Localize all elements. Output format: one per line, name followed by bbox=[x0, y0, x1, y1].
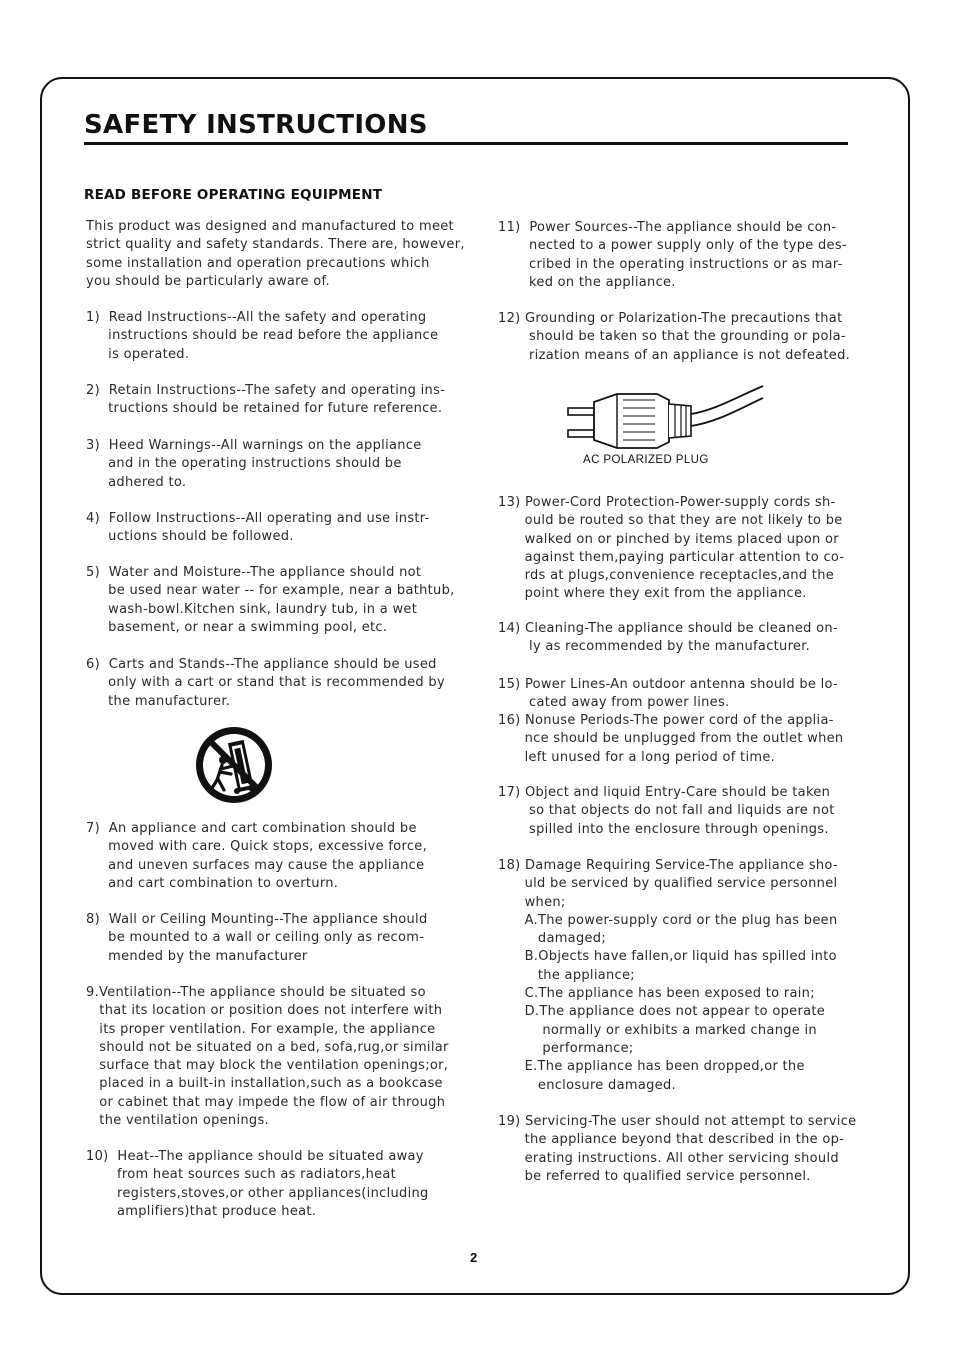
text-line: C.The appliance has been exposed to rain; bbox=[498, 986, 815, 1002]
text-line: normally or exhibits a marked change in bbox=[498, 1022, 817, 1038]
text-line: nce should be unplugged from the outlet when bbox=[498, 731, 844, 747]
section-subtitle: READ BEFORE OPERATING EQUIPMENT bbox=[84, 187, 383, 203]
instruction-8 bbox=[86, 911, 428, 966]
text-line: and uneven surfaces may cause the appliance bbox=[86, 857, 425, 873]
text-line: enclosure damaged. bbox=[498, 1077, 676, 1093]
page-title: SAFETY INSTRUCTIONS bbox=[84, 110, 428, 140]
text-line: moved with care. Quick stops, excessive force, bbox=[86, 839, 428, 855]
text-line: 3) Heed Warnings--All warnings on the appliance bbox=[86, 438, 422, 453]
text-line: ked on the appliance. bbox=[498, 274, 676, 290]
text-line: and in the operating instructions should be bbox=[86, 456, 402, 472]
text-line: 16) Nonuse Periods-The power cord of the applia- bbox=[498, 713, 834, 728]
text-line: erating instructions. All other servicing should bbox=[498, 1150, 839, 1166]
text-line: the appliance; bbox=[498, 967, 635, 983]
text-line: you should be particularly aware of. bbox=[86, 273, 330, 289]
text-line: ould be routed so that they are not likely to be bbox=[498, 513, 843, 529]
text-line: should not be situated on a bed, sofa,rug,or similar bbox=[86, 1039, 449, 1055]
instruction-3 bbox=[86, 437, 422, 492]
text-line: 18) Damage Requiring Service-The appliance sho- bbox=[498, 858, 838, 873]
text-line: 10) Heat--The appliance should be situated away bbox=[86, 1149, 424, 1164]
instruction-7 bbox=[86, 820, 427, 893]
text-line: should be taken so that the grounding or pola- bbox=[498, 329, 846, 345]
text-line: amplifiers)that produce heat. bbox=[86, 1203, 317, 1219]
instruction-4 bbox=[86, 510, 430, 547]
text-line: damaged; bbox=[498, 931, 607, 947]
instruction-13 bbox=[498, 494, 844, 604]
text-line: 17) Object and liquid Entry-Care should be taken bbox=[498, 785, 831, 800]
text-line: the ventilation openings. bbox=[86, 1113, 269, 1129]
text-line: registers,stoves,or other appliances(including bbox=[86, 1185, 429, 1201]
instruction-11 bbox=[498, 219, 847, 292]
instruction-17 bbox=[498, 784, 835, 839]
text-line: 14) Cleaning-The appliance should be cleaned on- bbox=[498, 621, 838, 636]
text-line: or cabinet that may impede the flow of air through bbox=[86, 1094, 446, 1110]
text-line: A.The power-supply cord or the plug has been bbox=[498, 912, 838, 928]
text-line: cated away from power lines. bbox=[498, 695, 730, 711]
text-line: 6) Carts and Stands--The appliance should be used bbox=[86, 657, 437, 672]
text-line: 1) Read Instructions--All the safety and operating bbox=[86, 310, 427, 325]
text-line: be mounted to a wall or ceiling only as recom- bbox=[86, 930, 425, 946]
text-line: and cart combination to overturn. bbox=[86, 875, 339, 891]
text-line: 7) An appliance and cart combination should be bbox=[86, 821, 417, 836]
title-underline bbox=[84, 142, 848, 145]
text-line: 12) Grounding or Polarization-The precautions that bbox=[498, 311, 843, 326]
text-line: D.The appliance does not appear to operate bbox=[498, 1004, 826, 1020]
text-line: tructions should be retained for future reference. bbox=[86, 401, 443, 417]
text-line: wash-bowl.Kitchen sink, laundry tub, in a wet bbox=[86, 601, 418, 617]
text-line: performance; bbox=[498, 1040, 634, 1056]
text-line: against them,paying particular attention to co- bbox=[498, 549, 845, 565]
text-line: spilled into the enclosure through openings. bbox=[498, 821, 829, 837]
instruction-5 bbox=[86, 564, 455, 637]
text-line: 5) Water and Moisture--The appliance should not bbox=[86, 565, 422, 580]
text-line: strict quality and safety standards. There are, however, bbox=[86, 237, 465, 253]
text-line: instructions should be read before the appliance bbox=[86, 328, 439, 344]
text-line: 15) Power Lines-An outdoor antenna should be lo- bbox=[498, 677, 839, 692]
text-line: 8) Wall or Ceiling Mounting--The appliance should bbox=[86, 912, 428, 927]
text-line: 19) Servicing-The user should not attempt to service bbox=[498, 1114, 857, 1129]
text-line: B.Objects have fallen,or liquid has spilled into bbox=[498, 949, 837, 965]
instruction-9 bbox=[86, 984, 449, 1130]
text-line: mended by the manufacturer bbox=[86, 948, 308, 964]
instruction-2 bbox=[86, 382, 445, 419]
text-line: rization means of an appliance is not defeated. bbox=[498, 347, 851, 363]
text-line: E.The appliance has been dropped,or the bbox=[498, 1059, 805, 1075]
text-line: is operated. bbox=[86, 346, 190, 362]
text-line: the manufacturer. bbox=[86, 693, 231, 709]
text-line: cribed in the operating instructions or as mar- bbox=[498, 256, 843, 272]
text-line: rds at plugs,convenience receptacles,and the bbox=[498, 568, 835, 584]
text-line: 13) Power-Cord Protection-Power-supply cords sh- bbox=[498, 495, 836, 510]
text-line: uctions should be followed. bbox=[86, 529, 294, 545]
text-line: be referred to qualified service personnel. bbox=[498, 1168, 811, 1184]
text-line: so that objects do not fall and liquids are not bbox=[498, 803, 835, 819]
text-line: that its location or position does not interfere with bbox=[86, 1003, 443, 1019]
text-line: its proper ventilation. For example, the appliance bbox=[86, 1021, 436, 1037]
text-line: surface that may block the ventilation openings;or, bbox=[86, 1058, 449, 1074]
text-line: walked on or pinched by items placed upon or bbox=[498, 531, 839, 547]
text-line: nected to a power supply only of the type des- bbox=[498, 238, 847, 254]
text-line: the appliance beyond that described in the op- bbox=[498, 1132, 845, 1148]
intro-paragraph bbox=[86, 218, 465, 291]
text-line: basement, or near a swimming pool, etc. bbox=[86, 619, 388, 635]
text-line: adhered to. bbox=[86, 474, 187, 490]
text-line: This product was designed and manufactured to meet bbox=[86, 219, 454, 234]
instruction-12 bbox=[498, 310, 850, 365]
text-line: 9.Ventilation--The appliance should be situated so bbox=[86, 985, 426, 1000]
cart-warning-icon bbox=[193, 724, 275, 806]
text-line: be used near water -- for example, near a bathtub, bbox=[86, 583, 455, 599]
text-line: point where they exit from the appliance. bbox=[498, 586, 807, 602]
instruction-19 bbox=[498, 1113, 856, 1186]
text-line: ly as recommended by the manufacturer. bbox=[498, 639, 811, 655]
text-line: only with a cart or stand that is recommended by bbox=[86, 675, 445, 691]
instruction-16 bbox=[498, 712, 843, 767]
text-line: 4) Follow Instructions--All operating and use instr- bbox=[86, 511, 430, 526]
text-line: uld be serviced by qualified service personnel bbox=[498, 876, 838, 892]
text-line: left unused for a long period of time. bbox=[498, 749, 776, 765]
instruction-1 bbox=[86, 309, 438, 364]
instruction-15 bbox=[498, 676, 838, 713]
text-line: 11) Power Sources--The appliance should be con- bbox=[498, 220, 837, 235]
text-line: some installation and operation precautions which bbox=[86, 255, 430, 271]
instruction-10 bbox=[86, 1148, 429, 1221]
page-number: 2 bbox=[470, 1250, 478, 1265]
plug-caption: AC POLARIZED PLUG bbox=[583, 454, 709, 466]
text-line: placed in a built-in installation,such as a bookcase bbox=[86, 1076, 443, 1092]
instruction-14 bbox=[498, 620, 838, 657]
text-line: when; bbox=[498, 894, 566, 910]
instruction-6 bbox=[86, 656, 445, 711]
text-line: 2) Retain Instructions--The safety and operating ins- bbox=[86, 383, 446, 398]
text-line: from heat sources such as radiators,heat bbox=[86, 1167, 397, 1183]
instruction-18 bbox=[498, 857, 838, 1095]
